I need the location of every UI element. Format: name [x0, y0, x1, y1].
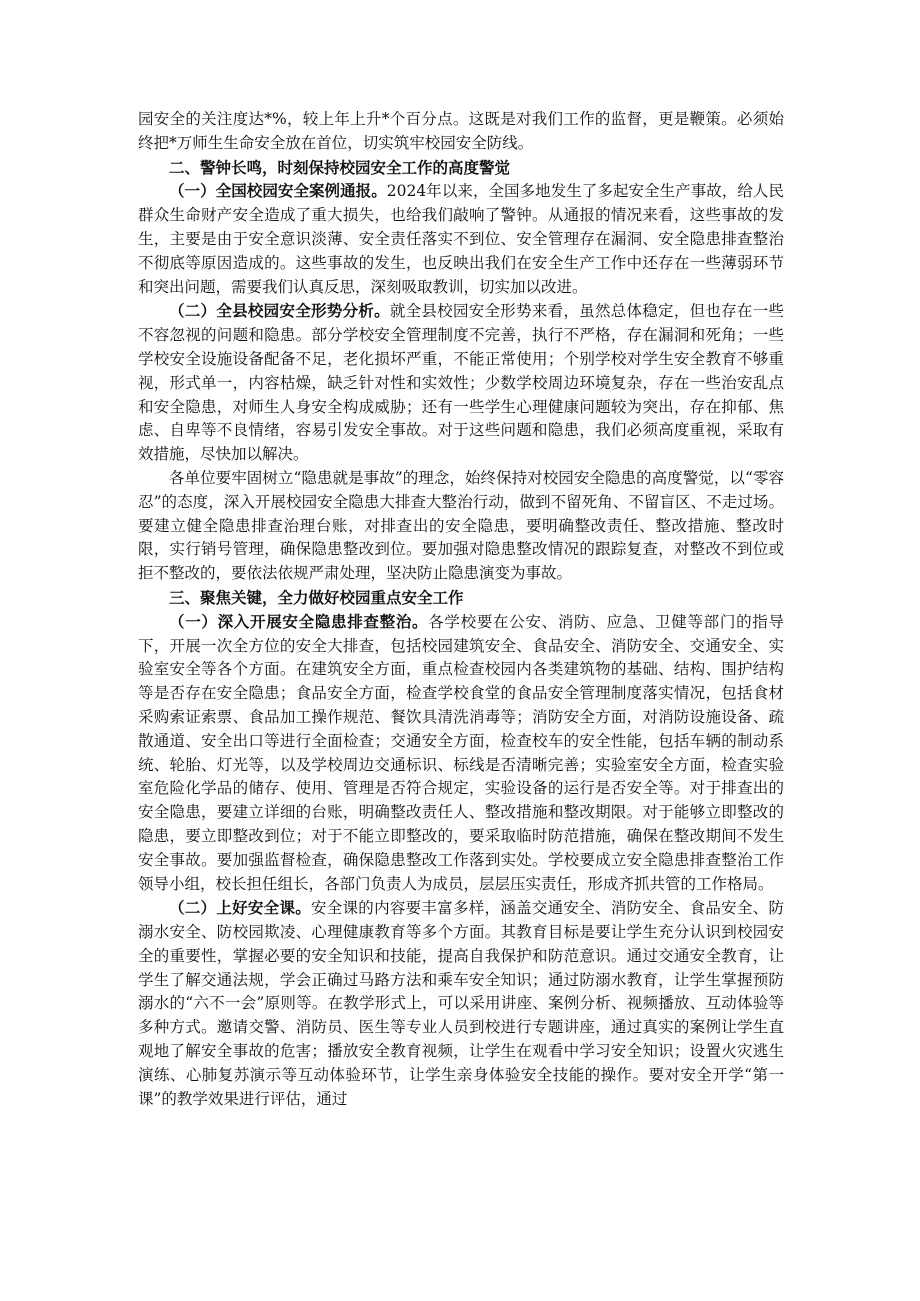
subsection-text: 2024年以来，全国多地发生了多起安全生产事故，给人民群众生命财产安全造成了重大损失，也给我们敲响了警钟。从通报的情况来看，这些事故的发生，主要是由于安全意识淡薄、安全责任落实不到位、安全管理存在漏洞、安全隐患排查整治不彻底等原因造成的。这些事故的发生，也反映出我们在安全生产工作中还存在一些薄弱环节和突出问题，需要我们认真反思，深刻吸取教训，切实加以改进。 — [138, 182, 784, 296]
subsection-paragraph — [138, 299, 784, 467]
subsection-text: 安全课的内容要丰富多样，涵盖交通安全、消防安全、食品安全、防溺水安全、防校园欺凌、心理健康教育等多个方面。其教育目标是要让学生充分认识到校园安全的重要性，掌握必要的安全知识和技能，提高自我保护和防范意识。通过交通安全教育，让学生了解交通法规，学会正确过马路方法和乘车安全知识；通过防溺水教育，让学生掌握预防溺水的“六不一会”原则等。在教学形式上，可以采用讲座、案例分析、视频播放、互动体验等多种方式。邀请交警、消防员、医生等专业人员到校进行专题讲座，通过真实的案例让学生直观地了解安全事故的危害；播放安全教育视频，让学生在观看中学习安全知识；设置火灾逃生演练、心肺复苏演示等互动体验环节，让学生亲身体验安全技能的操作。要对安全开学“第一课”的教学效果进行评估，通过 — [138, 899, 784, 1108]
subsection-paragraph — [138, 610, 784, 897]
subsection-text: 各学校要在公安、消防、应急、卫健等部门的指导下，开展一次全方位的安全大排查，包括校园建筑安全、食品安全、消防安全、交通安全、实验室安全等各个方面。在建筑安全方面，重点检查校园内各类建筑物的基础、结构、围护结构等是否存在安全隐患；食品安全方面，检查学校食堂的食品安全管理制度落实情况，包括食材采购索证索票、食品加工操作规范、餐饮具清洗消毒等；消防安全方面，对消防设施设备、疏散通道、安全出口等进行全面检查；交通安全方面，检查校车的安全性能，包括车辆的制动系统、轮胎、灯光等，以及学校周边交通标识、标线是否清晰完善；实验室安全方面，检查实验室危险化学品的储存、使用、管理是否符合规定，实验设备的运行是否安全等。对于排查出的安全隐患，要建立详细的台账，明确整改责任人、整改措施和整改期限。对于能够立即整改的隐患，要立即整改到位；对于不能立即整改的，要采取临时防范措施，确保在整改期间不发生安全事故。要加强监督检查，确保隐患整改工作落到实处。学校要成立安全隐患排查整治工作领导小组，校长担任组长，各部门负责人为成员，层层压实责任，形成齐抓共管的工作格局。 — [138, 612, 784, 893]
section-heading: 二、警钟长鸣，时刻保持校园安全工作的高度警觉 — [169, 157, 511, 177]
subsection-title: （二）上好安全课。 — [169, 898, 311, 918]
body-paragraph: 各单位要牢固树立“隐患就是事故”的理念，始终保持对校园安全隐患的高度警觉，以“零容忍”的态度，深入开展校园安全隐患大排查大整治行动，做到不留死角、不留盲区、不走过场。要建立健全隐患排查治理台账，对排查出的安全隐患，要明确整改责任、整改措施、整改时限，实行销号管理，确保隐患整改到位。要加强对隐患整改情况的跟踪复查，对整改不到位或拒不整改的，要依法依规严肃处理，坚决防止隐患演变为事故。 — [138, 468, 784, 583]
subsection-paragraph — [138, 896, 784, 1111]
subsection-title: （一）全国校园安全案例通报。 — [169, 181, 387, 201]
subsection-text: 就全县校园安全形势来看，虽然总体稳定，但也存在一些不容忽视的问题和隐患。部分学校安全管理制度不完善，执行不严格，存在漏洞和死角；一些学校安全设施设备配备不足，老化损坏严重，不能正常使用；个别学校对学生安全教育不够重视，形式单一，内容枯燥，缺乏针对性和实效性；少数学校周边环境复杂，存在一些治安乱点和安全隐患，对师生人身安全构成威胁；还有一些学生心理健康问题较为突出，存在抑郁、焦虑、自卑等不良情绪，容易引发安全事故。对于这些问题和隐患，我们必须高度重视，采取有效措施，尽快加以解决。 — [138, 302, 784, 464]
section-heading: 三、聚焦关键，全力做好校园重点安全工作 — [169, 587, 464, 607]
subsection-title: （二）全县校园安全形势分析。 — [169, 301, 390, 321]
subsection-title: （一）深入开展安全隐患排查整治。 — [169, 611, 429, 631]
subsection-paragraph — [138, 179, 784, 299]
document-body — [138, 108, 784, 1111]
paragraph-continued: 园安全的关注度达*%，较上年上升*个百分点。这既是对我们工作的监督，更是鞭策。必须始终把*万师生生命安全放在首位，切实筑牢校园安全防线。 — [138, 110, 784, 152]
